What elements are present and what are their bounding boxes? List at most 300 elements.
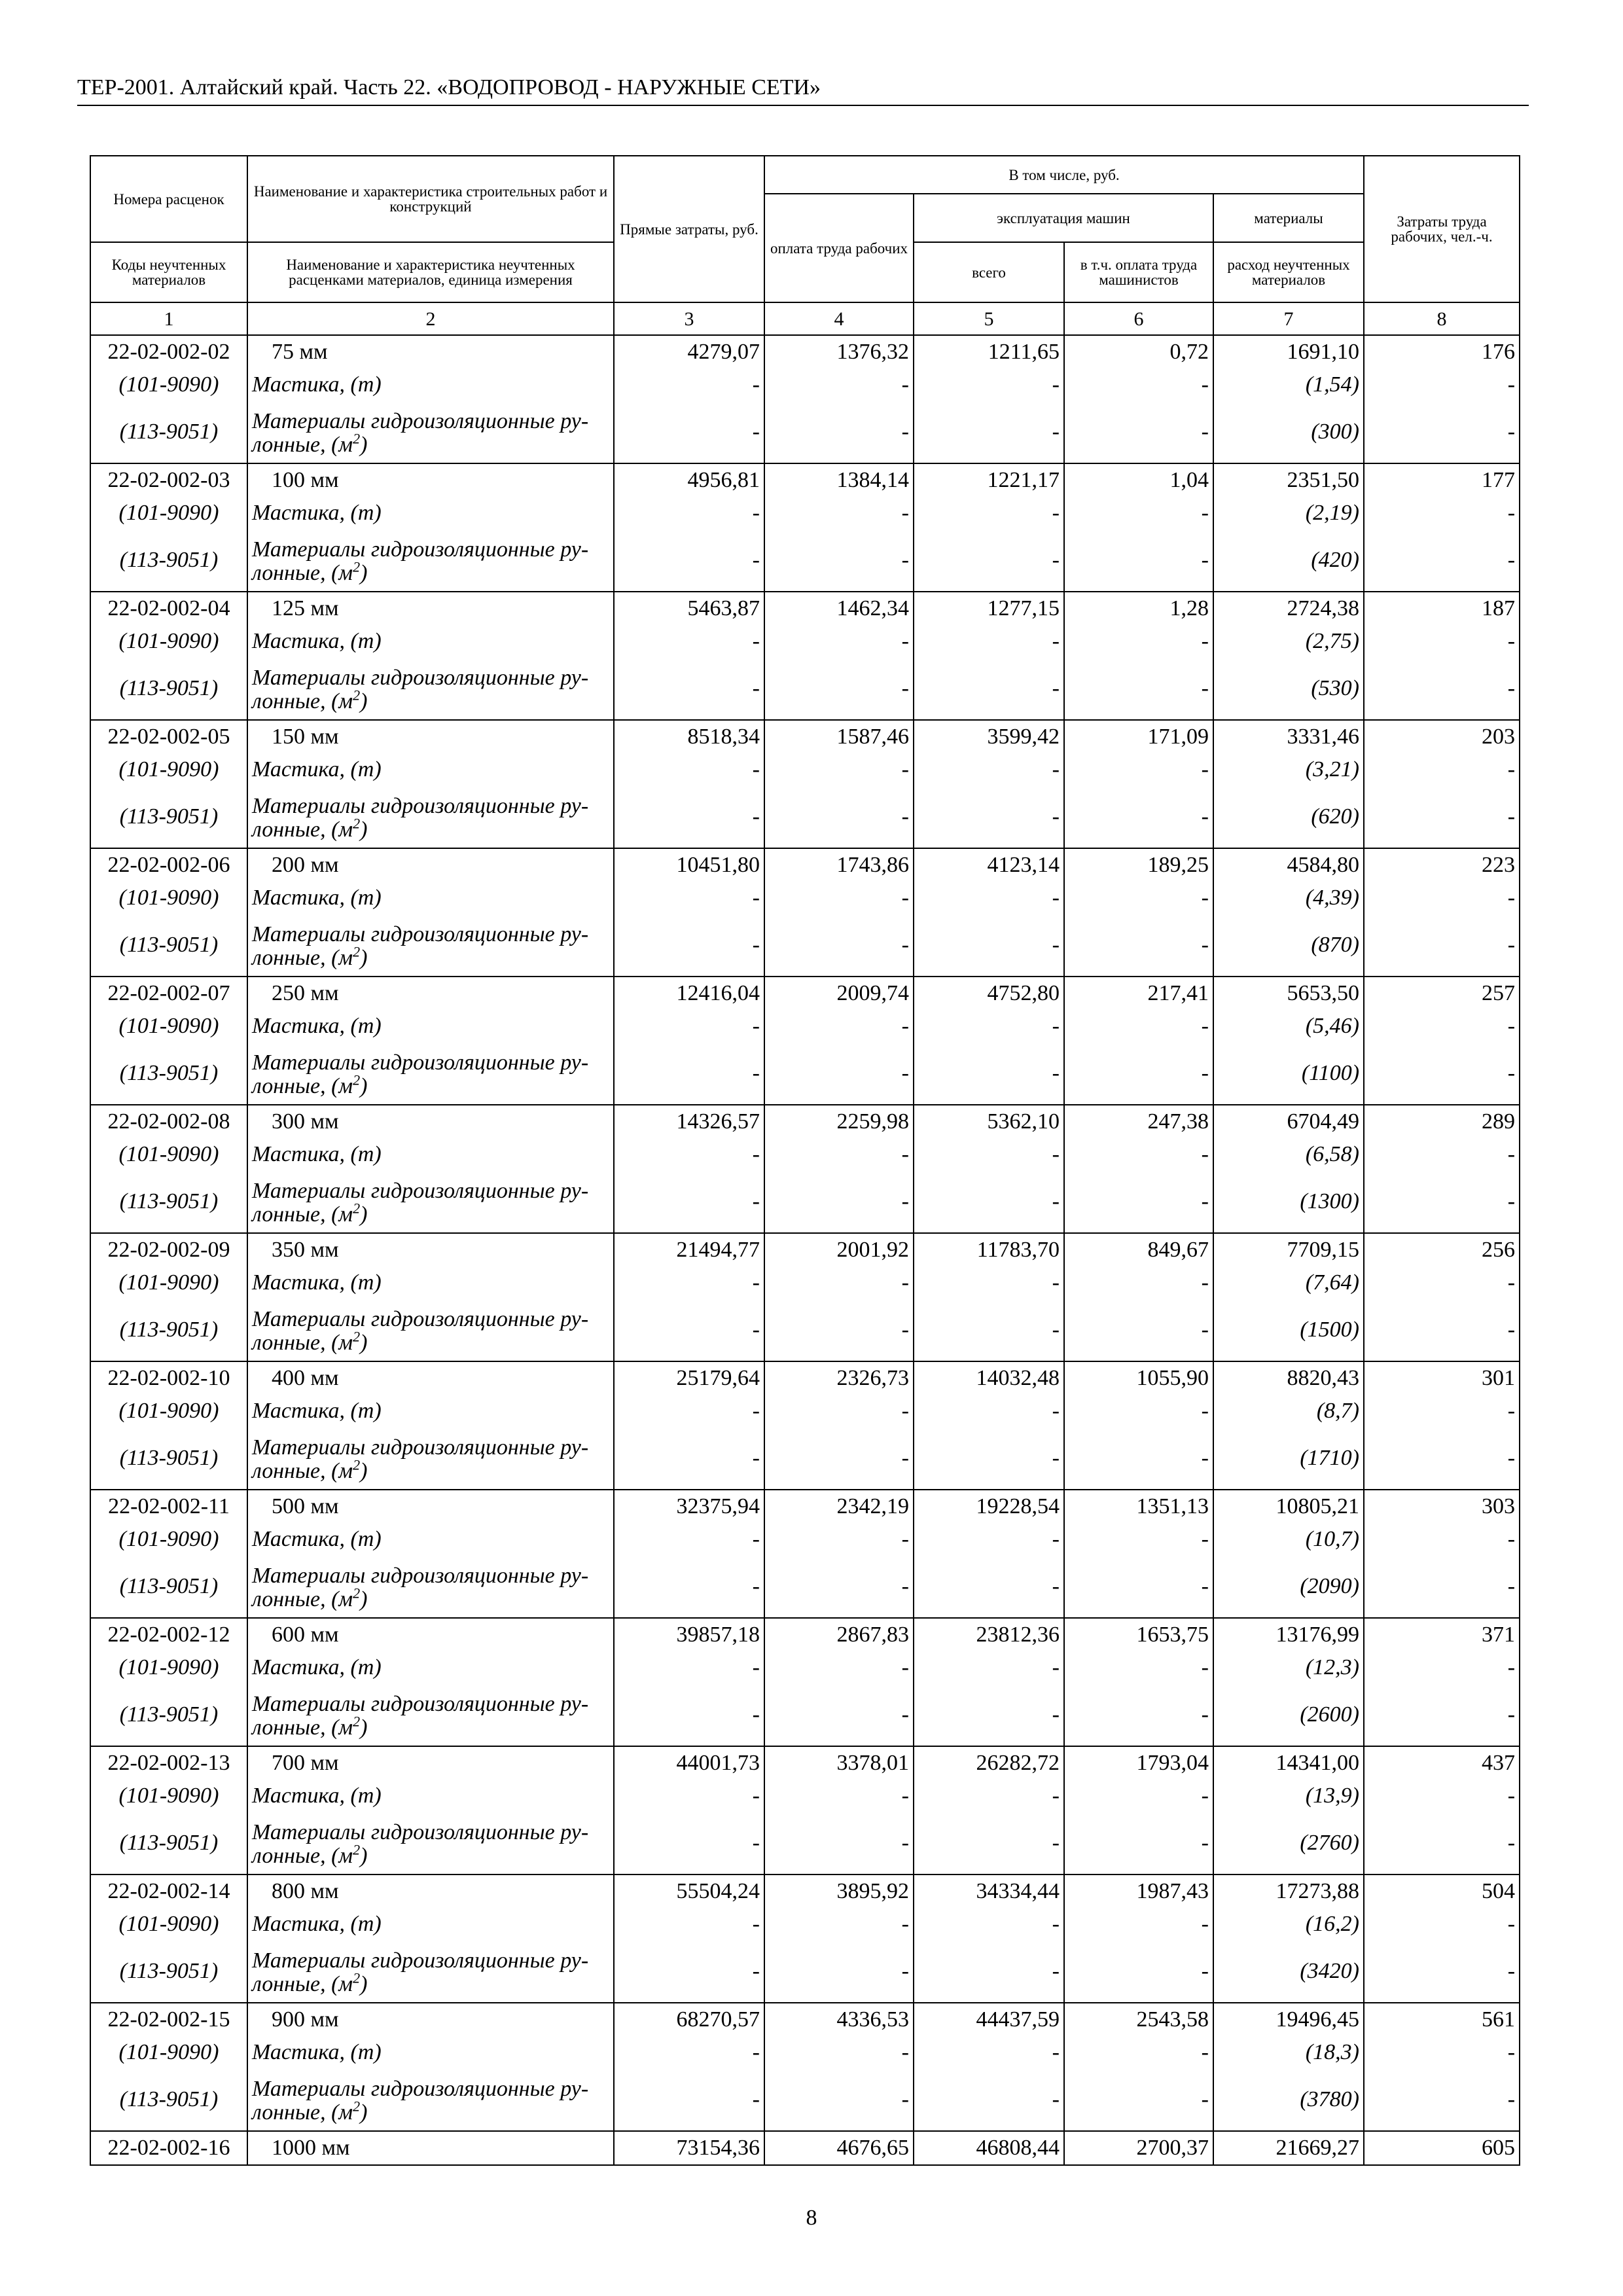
dash-cell: - bbox=[1064, 2036, 1213, 2069]
materials-cell: 21669,27 bbox=[1213, 2131, 1364, 2165]
unit-superscript: 2 bbox=[353, 1585, 361, 1602]
material-name: Мастика, (т) bbox=[247, 1395, 614, 1427]
dash-cell: - bbox=[1364, 2036, 1520, 2069]
machine-total-cell: 19228,54 bbox=[914, 1490, 1064, 1523]
material-code: (101-9090) bbox=[90, 1780, 247, 1812]
direct-costs-cell: 39857,18 bbox=[614, 1618, 764, 1651]
material-name-line: лонные, (м bbox=[252, 1331, 353, 1355]
dash-cell: - bbox=[614, 914, 764, 977]
unit-close: ) bbox=[360, 1587, 368, 1611]
dash-cell: - bbox=[914, 1010, 1064, 1043]
rate-code: 22-02-002-14 bbox=[90, 1874, 247, 1908]
material-name-line: лонные, (м bbox=[252, 1459, 353, 1483]
material-name: Мастика, (т) bbox=[247, 882, 614, 914]
dash-cell: - bbox=[914, 625, 1064, 658]
labor-hours-cell: 561 bbox=[1364, 2003, 1520, 2036]
unit-close: ) bbox=[360, 2100, 368, 2125]
material-name bbox=[247, 1043, 614, 1105]
material-consumption: (300) bbox=[1213, 401, 1364, 463]
machine-total-cell: 3599,42 bbox=[914, 720, 1064, 753]
dash-cell: - bbox=[1364, 529, 1520, 592]
material-row-mastic bbox=[90, 1523, 1520, 1556]
direct-costs-cell: 25179,64 bbox=[614, 1361, 764, 1395]
material-name-line: лонные, (м bbox=[252, 1202, 353, 1227]
labor-pay-cell: 2001,92 bbox=[764, 1233, 914, 1266]
material-row-roll bbox=[90, 786, 1520, 848]
material-code: (113-9051) bbox=[90, 529, 247, 592]
dash-cell: - bbox=[764, 1171, 914, 1233]
dash-cell: - bbox=[764, 1138, 914, 1171]
rate-code: 22-02-002-13 bbox=[90, 1746, 247, 1780]
dash-cell: - bbox=[614, 2069, 764, 2131]
rate-name: 200 мм bbox=[247, 848, 614, 882]
unit-superscript: 2 bbox=[353, 1456, 361, 1473]
direct-costs-cell: 44001,73 bbox=[614, 1746, 764, 1780]
labor-hours-cell: 504 bbox=[1364, 1874, 1520, 1908]
unit-close: ) bbox=[360, 946, 368, 970]
dash-cell: - bbox=[1064, 1171, 1213, 1233]
material-name-line: лонные, (м bbox=[252, 1074, 353, 1098]
rate-code: 22-02-002-09 bbox=[90, 1233, 247, 1266]
dash-cell: - bbox=[614, 529, 764, 592]
material-name-line: лонные, (м bbox=[252, 1715, 353, 1740]
rate-name: 75 мм bbox=[247, 335, 614, 368]
dash-cell: - bbox=[1064, 1395, 1213, 1427]
material-name-line: лонные, (м bbox=[252, 946, 353, 970]
direct-costs-cell: 73154,36 bbox=[614, 2131, 764, 2165]
direct-costs-cell: 8518,34 bbox=[614, 720, 764, 753]
material-code: (101-9090) bbox=[90, 497, 247, 529]
dash-cell: - bbox=[614, 1780, 764, 1812]
dash-cell: - bbox=[764, 1651, 914, 1684]
direct-costs-cell: 32375,94 bbox=[614, 1490, 764, 1523]
rate-name: 800 мм bbox=[247, 1874, 614, 1908]
material-code: (101-9090) bbox=[90, 1138, 247, 1171]
rate-row bbox=[90, 1233, 1520, 1266]
dash-cell: - bbox=[1064, 368, 1213, 401]
direct-costs-cell: 4279,07 bbox=[614, 335, 764, 368]
labor-pay-cell: 2009,74 bbox=[764, 977, 914, 1010]
dash-cell: - bbox=[614, 786, 764, 848]
material-row-mastic bbox=[90, 1780, 1520, 1812]
dash-cell: - bbox=[614, 1556, 764, 1618]
material-code: (113-9051) bbox=[90, 401, 247, 463]
labor-hours-cell: 256 bbox=[1364, 1233, 1520, 1266]
machine-total-cell: 4123,14 bbox=[914, 848, 1064, 882]
material-consumption: (1500) bbox=[1213, 1299, 1364, 1361]
machinist-pay-cell: 1055,90 bbox=[1064, 1361, 1213, 1395]
dash-cell: - bbox=[1064, 1299, 1213, 1361]
material-name-line: лонные, (м bbox=[252, 1587, 353, 1611]
material-row-roll bbox=[90, 1812, 1520, 1874]
dash-cell: - bbox=[614, 1043, 764, 1105]
unit-close: ) bbox=[360, 561, 368, 585]
material-code: (113-9051) bbox=[90, 658, 247, 720]
material-row-roll bbox=[90, 1941, 1520, 2003]
running-header: ТЕР-2001. Алтайский край. Часть 22. «ВОДОПРОВОД - НАРУЖНЫЕ СЕТИ» bbox=[77, 73, 1529, 106]
labor-hours-cell: 257 bbox=[1364, 977, 1520, 1010]
labor-pay-cell: 1743,86 bbox=[764, 848, 914, 882]
material-name: Мастика, (т) bbox=[247, 1523, 614, 1556]
dash-cell: - bbox=[914, 1395, 1064, 1427]
dash-cell: - bbox=[1364, 1812, 1520, 1874]
dash-cell: - bbox=[914, 1043, 1064, 1105]
material-consumption: (12,3) bbox=[1213, 1651, 1364, 1684]
material-name-line: лонные, (м bbox=[252, 817, 353, 842]
dash-cell: - bbox=[764, 786, 914, 848]
dash-cell: - bbox=[764, 914, 914, 977]
material-consumption: (2,19) bbox=[1213, 497, 1364, 529]
material-name-line: Материалы гидроизоляционные ру- bbox=[252, 1307, 589, 1331]
header-materials: материалы bbox=[1213, 194, 1364, 242]
dash-cell: - bbox=[914, 529, 1064, 592]
rate-name: 350 мм bbox=[247, 1233, 614, 1266]
table-header bbox=[90, 156, 1520, 335]
unit-superscript: 2 bbox=[353, 687, 361, 704]
unit-close: ) bbox=[360, 1844, 368, 1868]
labor-hours-cell: 203 bbox=[1364, 720, 1520, 753]
dash-cell: - bbox=[764, 1684, 914, 1746]
material-code: (101-9090) bbox=[90, 882, 247, 914]
dash-cell: - bbox=[614, 1427, 764, 1490]
materials-cell: 3331,46 bbox=[1213, 720, 1364, 753]
dash-cell: - bbox=[914, 753, 1064, 786]
material-consumption: (1100) bbox=[1213, 1043, 1364, 1105]
dash-cell: - bbox=[914, 914, 1064, 977]
rate-name: 100 мм bbox=[247, 463, 614, 497]
machine-total-cell: 1211,65 bbox=[914, 335, 1064, 368]
dash-cell: - bbox=[1064, 529, 1213, 592]
material-row-mastic bbox=[90, 625, 1520, 658]
rate-name: 700 мм bbox=[247, 1746, 614, 1780]
dash-cell: - bbox=[614, 1138, 764, 1171]
dash-cell: - bbox=[1364, 1651, 1520, 1684]
rate-code: 22-02-002-15 bbox=[90, 2003, 247, 2036]
dash-cell: - bbox=[1364, 1138, 1520, 1171]
material-row-mastic bbox=[90, 368, 1520, 401]
material-consumption: (13,9) bbox=[1213, 1780, 1364, 1812]
dash-cell: - bbox=[764, 2069, 914, 2131]
material-name bbox=[247, 2069, 614, 2131]
dash-cell: - bbox=[764, 1556, 914, 1618]
rate-row bbox=[90, 1618, 1520, 1651]
dash-cell: - bbox=[764, 1812, 914, 1874]
dash-cell: - bbox=[1064, 2069, 1213, 2131]
dash-cell: - bbox=[1364, 753, 1520, 786]
dash-cell: - bbox=[764, 658, 914, 720]
machinist-pay-cell: 1,28 bbox=[1064, 592, 1213, 625]
material-row-mastic bbox=[90, 1395, 1520, 1427]
material-name bbox=[247, 1941, 614, 2003]
rate-row bbox=[90, 2003, 1520, 2036]
material-name-line: Материалы гидроизоляционные ру- bbox=[252, 1820, 589, 1844]
material-code: (113-9051) bbox=[90, 1556, 247, 1618]
dash-cell: - bbox=[914, 1138, 1064, 1171]
dash-cell: - bbox=[1364, 1266, 1520, 1299]
rate-row bbox=[90, 720, 1520, 753]
dash-cell: - bbox=[764, 753, 914, 786]
rate-row bbox=[90, 1874, 1520, 1908]
material-name: Мастика, (т) bbox=[247, 625, 614, 658]
material-name-line: Материалы гидроизоляционные ру- bbox=[252, 1948, 589, 1973]
machine-total-cell: 4752,80 bbox=[914, 977, 1064, 1010]
dash-cell: - bbox=[764, 1523, 914, 1556]
material-name bbox=[247, 786, 614, 848]
unit-superscript: 2 bbox=[353, 1969, 361, 1986]
dash-cell: - bbox=[764, 1266, 914, 1299]
machine-total-cell: 14032,48 bbox=[914, 1361, 1064, 1395]
dash-cell: - bbox=[914, 1812, 1064, 1874]
material-consumption: (2090) bbox=[1213, 1556, 1364, 1618]
dash-cell: - bbox=[764, 1908, 914, 1941]
dash-cell: - bbox=[1364, 1941, 1520, 2003]
material-name bbox=[247, 401, 614, 463]
material-row-mastic bbox=[90, 882, 1520, 914]
material-code: (113-9051) bbox=[90, 1171, 247, 1233]
header-labor-costs: Затраты труда рабочих, чел.-ч. bbox=[1364, 156, 1520, 302]
dash-cell: - bbox=[764, 1941, 914, 2003]
material-code: (113-9051) bbox=[90, 1684, 247, 1746]
dash-cell: - bbox=[614, 497, 764, 529]
materials-cell: 8820,43 bbox=[1213, 1361, 1364, 1395]
material-consumption: (2,75) bbox=[1213, 625, 1364, 658]
material-consumption: (1300) bbox=[1213, 1171, 1364, 1233]
dash-cell: - bbox=[1364, 1395, 1520, 1427]
rate-code: 22-02-002-11 bbox=[90, 1490, 247, 1523]
material-code: (113-9051) bbox=[90, 1299, 247, 1361]
machine-total-cell: 26282,72 bbox=[914, 1746, 1064, 1780]
material-row-roll bbox=[90, 1427, 1520, 1490]
material-consumption: (1710) bbox=[1213, 1427, 1364, 1490]
material-name-line: лонные, (м bbox=[252, 561, 353, 585]
material-name-line: Материалы гидроизоляционные ру- bbox=[252, 922, 589, 946]
dash-cell: - bbox=[1364, 1171, 1520, 1233]
machine-total-cell: 34334,44 bbox=[914, 1874, 1064, 1908]
material-name-line: Материалы гидроизоляционные ру- bbox=[252, 537, 589, 562]
machinist-pay-cell: 2543,58 bbox=[1064, 2003, 1213, 2036]
header-material-name: Наименование и характеристика неучтенных расценками материалов, единица измерения bbox=[247, 242, 614, 302]
dash-cell: - bbox=[1364, 625, 1520, 658]
header-unaccounted-consumption: расход неучтенных материалов bbox=[1213, 242, 1364, 302]
labor-pay-cell: 3895,92 bbox=[764, 1874, 914, 1908]
dash-cell: - bbox=[1364, 1908, 1520, 1941]
dash-cell: - bbox=[764, 368, 914, 401]
dash-cell: - bbox=[1364, 1427, 1520, 1490]
rate-code: 22-02-002-07 bbox=[90, 977, 247, 1010]
rates-table bbox=[90, 155, 1520, 2166]
column-number: 4 bbox=[764, 302, 914, 335]
unit-close: ) bbox=[360, 433, 368, 457]
machinist-pay-cell: 1,04 bbox=[1064, 463, 1213, 497]
materials-cell: 6704,49 bbox=[1213, 1105, 1364, 1138]
rate-code: 22-02-002-16 bbox=[90, 2131, 247, 2165]
dash-cell: - bbox=[614, 1523, 764, 1556]
dash-cell: - bbox=[614, 1299, 764, 1361]
material-code: (113-9051) bbox=[90, 1941, 247, 2003]
dash-cell: - bbox=[914, 1171, 1064, 1233]
table-body bbox=[90, 335, 1520, 2165]
material-code: (101-9090) bbox=[90, 625, 247, 658]
direct-costs-cell: 12416,04 bbox=[614, 977, 764, 1010]
material-code: (101-9090) bbox=[90, 2036, 247, 2069]
material-code: (113-9051) bbox=[90, 1812, 247, 1874]
column-number: 7 bbox=[1213, 302, 1364, 335]
unit-close: ) bbox=[360, 1202, 368, 1227]
unit-close: ) bbox=[360, 689, 368, 713]
material-code: (113-9051) bbox=[90, 2069, 247, 2131]
dash-cell: - bbox=[1064, 1138, 1213, 1171]
unit-close: ) bbox=[360, 1331, 368, 1355]
dash-cell: - bbox=[614, 658, 764, 720]
unit-superscript: 2 bbox=[353, 1841, 361, 1858]
dash-cell: - bbox=[614, 1395, 764, 1427]
rate-code: 22-02-002-08 bbox=[90, 1105, 247, 1138]
machine-total-cell: 44437,59 bbox=[914, 2003, 1064, 2036]
machinist-pay-cell: 189,25 bbox=[1064, 848, 1213, 882]
material-name bbox=[247, 1812, 614, 1874]
dash-cell: - bbox=[764, 529, 914, 592]
machine-total-cell: 46808,44 bbox=[914, 2131, 1064, 2165]
dash-cell: - bbox=[1064, 1908, 1213, 1941]
dash-cell: - bbox=[1364, 497, 1520, 529]
dash-cell: - bbox=[914, 786, 1064, 848]
material-consumption: (620) bbox=[1213, 786, 1364, 848]
dash-cell: - bbox=[764, 1780, 914, 1812]
rate-code: 22-02-002-02 bbox=[90, 335, 247, 368]
dash-cell: - bbox=[764, 882, 914, 914]
labor-pay-cell: 1462,34 bbox=[764, 592, 914, 625]
labor-hours-cell: 187 bbox=[1364, 592, 1520, 625]
dash-cell: - bbox=[1064, 882, 1213, 914]
header-including: В том числе, руб. bbox=[764, 156, 1364, 194]
rate-row bbox=[90, 1105, 1520, 1138]
labor-pay-cell: 4676,65 bbox=[764, 2131, 914, 2165]
column-number: 5 bbox=[914, 302, 1064, 335]
material-row-roll bbox=[90, 1171, 1520, 1233]
dash-cell: - bbox=[1064, 914, 1213, 977]
dash-cell: - bbox=[1364, 1299, 1520, 1361]
rate-code: 22-02-002-06 bbox=[90, 848, 247, 882]
dash-cell: - bbox=[1364, 368, 1520, 401]
material-consumption: (6,58) bbox=[1213, 1138, 1364, 1171]
dash-cell: - bbox=[1064, 1651, 1213, 1684]
dash-cell: - bbox=[1064, 786, 1213, 848]
labor-hours-cell: 223 bbox=[1364, 848, 1520, 882]
dash-cell: - bbox=[914, 658, 1064, 720]
labor-hours-cell: 289 bbox=[1364, 1105, 1520, 1138]
machine-total-cell: 23812,36 bbox=[914, 1618, 1064, 1651]
material-consumption: (10,7) bbox=[1213, 1523, 1364, 1556]
material-name-line: Материалы гидроизоляционные ру- bbox=[252, 1692, 589, 1716]
dash-cell: - bbox=[1064, 1556, 1213, 1618]
materials-cell: 5653,50 bbox=[1213, 977, 1364, 1010]
material-name bbox=[247, 529, 614, 592]
dash-cell: - bbox=[1064, 1043, 1213, 1105]
material-name-line: лонные, (м bbox=[252, 689, 353, 713]
dash-cell: - bbox=[764, 625, 914, 658]
dash-cell: - bbox=[914, 1266, 1064, 1299]
machinist-pay-cell: 1351,13 bbox=[1064, 1490, 1213, 1523]
material-name-line: Материалы гидроизоляционные ру- bbox=[252, 1179, 589, 1203]
header-direct-costs: Прямые затраты, руб. bbox=[614, 156, 764, 302]
material-consumption: (3,21) bbox=[1213, 753, 1364, 786]
dash-cell: - bbox=[1064, 1266, 1213, 1299]
rate-code: 22-02-002-03 bbox=[90, 463, 247, 497]
machinist-pay-cell: 247,38 bbox=[1064, 1105, 1213, 1138]
material-row-roll bbox=[90, 1684, 1520, 1746]
dash-cell: - bbox=[764, 1395, 914, 1427]
dash-cell: - bbox=[614, 1908, 764, 1941]
dash-cell: - bbox=[914, 1523, 1064, 1556]
direct-costs-cell: 14326,57 bbox=[614, 1105, 764, 1138]
labor-pay-cell: 1587,46 bbox=[764, 720, 914, 753]
dash-cell: - bbox=[1364, 882, 1520, 914]
dash-cell: - bbox=[1064, 497, 1213, 529]
dash-cell: - bbox=[1064, 1780, 1213, 1812]
dash-cell: - bbox=[914, 1908, 1064, 1941]
dash-cell: - bbox=[614, 401, 764, 463]
material-row-mastic bbox=[90, 1908, 1520, 1941]
material-code: (101-9090) bbox=[90, 1908, 247, 1941]
header-machine-total: всего bbox=[914, 242, 1064, 302]
material-row-mastic bbox=[90, 2036, 1520, 2069]
machinist-pay-cell: 0,72 bbox=[1064, 335, 1213, 368]
labor-hours-cell: 371 bbox=[1364, 1618, 1520, 1651]
materials-cell: 7709,15 bbox=[1213, 1233, 1364, 1266]
dash-cell: - bbox=[614, 1651, 764, 1684]
material-consumption: (3780) bbox=[1213, 2069, 1364, 2131]
materials-cell: 1691,10 bbox=[1213, 335, 1364, 368]
machinist-pay-cell: 171,09 bbox=[1064, 720, 1213, 753]
dash-cell: - bbox=[764, 1010, 914, 1043]
material-name-line: лонные, (м bbox=[252, 1972, 353, 1996]
rate-code: 22-02-002-04 bbox=[90, 592, 247, 625]
material-row-roll bbox=[90, 1556, 1520, 1618]
dash-cell: - bbox=[914, 1299, 1064, 1361]
dash-cell: - bbox=[914, 2036, 1064, 2069]
dash-cell: - bbox=[914, 1556, 1064, 1618]
material-code: (113-9051) bbox=[90, 914, 247, 977]
dash-cell: - bbox=[614, 1684, 764, 1746]
material-name bbox=[247, 1299, 614, 1361]
material-consumption: (420) bbox=[1213, 529, 1364, 592]
material-row-roll bbox=[90, 914, 1520, 977]
dash-cell: - bbox=[914, 401, 1064, 463]
rate-name: 125 мм bbox=[247, 592, 614, 625]
material-name: Мастика, (т) bbox=[247, 1010, 614, 1043]
unit-superscript: 2 bbox=[353, 2098, 361, 2115]
material-name: Мастика, (т) bbox=[247, 753, 614, 786]
dash-cell: - bbox=[1064, 401, 1213, 463]
material-consumption: (870) bbox=[1213, 914, 1364, 977]
labor-hours-cell: 176 bbox=[1364, 335, 1520, 368]
unit-superscript: 2 bbox=[353, 815, 361, 832]
rate-row bbox=[90, 1746, 1520, 1780]
material-consumption: (18,3) bbox=[1213, 2036, 1364, 2069]
material-consumption: (7,64) bbox=[1213, 1266, 1364, 1299]
material-consumption: (2600) bbox=[1213, 1684, 1364, 1746]
direct-costs-cell: 55504,24 bbox=[614, 1874, 764, 1908]
dash-cell: - bbox=[614, 1812, 764, 1874]
dash-cell: - bbox=[764, 1427, 914, 1490]
material-row-roll bbox=[90, 658, 1520, 720]
rate-row bbox=[90, 977, 1520, 1010]
rate-name: 400 мм bbox=[247, 1361, 614, 1395]
material-code: (101-9090) bbox=[90, 1395, 247, 1427]
dash-cell: - bbox=[914, 2069, 1064, 2131]
materials-cell: 17273,88 bbox=[1213, 1874, 1364, 1908]
unit-superscript: 2 bbox=[353, 1328, 361, 1345]
